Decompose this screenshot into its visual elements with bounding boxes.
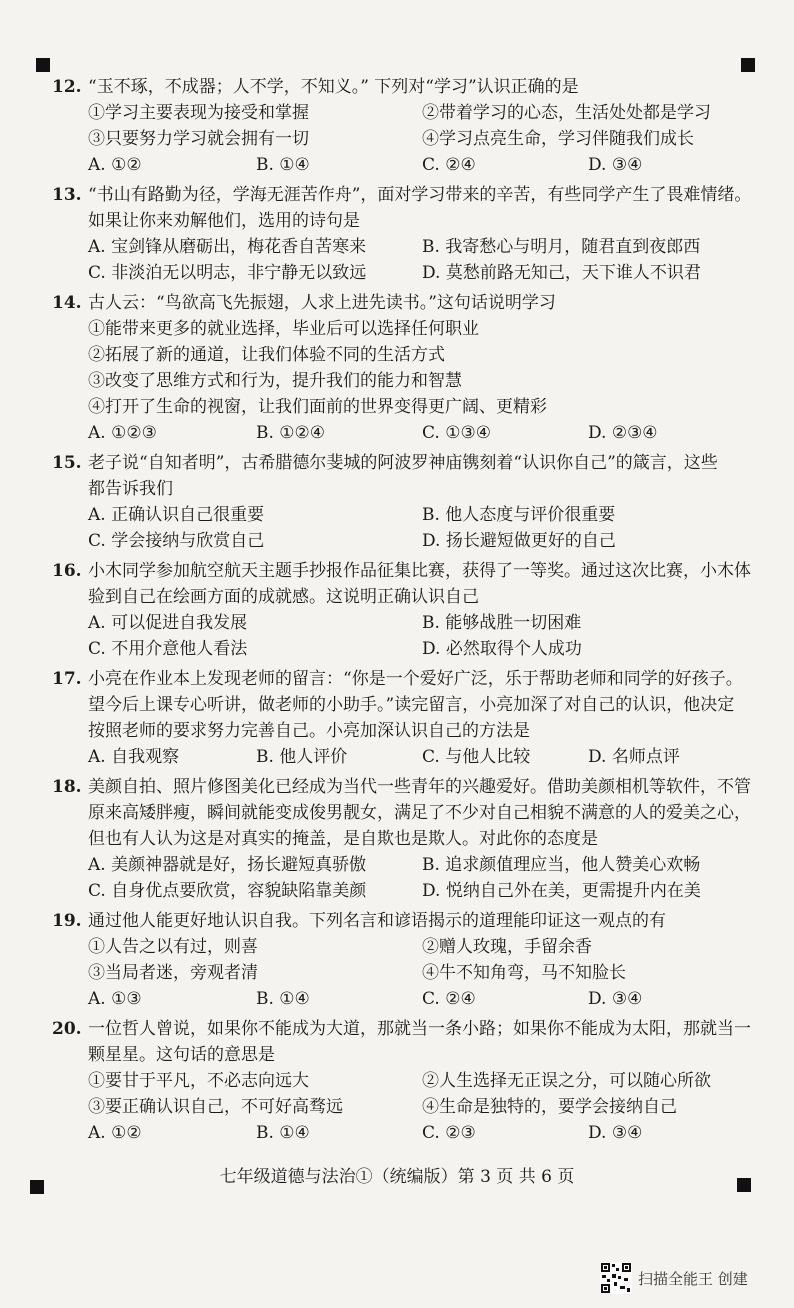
answer-option: B. ①④: [256, 1123, 310, 1143]
question-stem: 如果让你来劝解他们，选用的诗句是: [88, 211, 360, 231]
answer-option: B. 他人评价: [256, 747, 348, 767]
answer-option: B. ①②④: [256, 423, 326, 443]
answer-option: C. 不用介意他人看法: [88, 639, 248, 659]
watermark-text: 扫描全能王 创建: [638, 1269, 748, 1288]
answer-option: C. ②④: [422, 155, 476, 175]
answer-option: A. 宝剑锋从磨砺出，梅花香自苦寒来: [88, 237, 367, 257]
page-footer: 七年级道德与法治①（统编版）第 3 页 共 6 页: [219, 1167, 575, 1187]
question-18: [52, 774, 752, 904]
answer-option: C. ①③④: [422, 423, 491, 443]
registration-mark-top-left: [36, 58, 50, 72]
answer-option: D. 扬长避短做更好的自己: [422, 531, 616, 551]
question-stem: 一位哲人曾说，如果你不能成为大道，那就当一条小路；如果你不能成为太阳，那就当一: [88, 1019, 751, 1039]
answer-option: A. ①②: [88, 155, 142, 175]
answer-option: A. 自我观察: [88, 747, 180, 767]
question-stem: 都告诉我们: [88, 479, 173, 499]
statement: ④牛不知角弯，马不知脸长: [422, 963, 626, 983]
statement: ①要甘于平凡，不必志向远大: [88, 1071, 309, 1091]
answer-option: C. 与他人比较: [422, 747, 531, 767]
answer-option: A. ①②③: [88, 423, 157, 443]
statement: ③当局者迷，旁观者清: [88, 963, 258, 983]
scanner-watermark: [600, 1262, 748, 1294]
question-stem: 小亮在作业本上发现老师的留言：“你是一个爱好广泛，乐于帮助老师和同学的好孩子。: [88, 669, 743, 689]
question-19: [52, 908, 752, 1012]
question-stem: 验到自己在绘画方面的成就感。这说明正确认识自己: [88, 587, 479, 607]
question-number: 14.: [52, 293, 82, 313]
question-number: 17.: [52, 669, 82, 689]
statement: ①人告之以有过，则喜: [88, 937, 258, 957]
statement: ③改变了思维方式和行为，提升我们的能力和智慧: [88, 371, 462, 391]
question-stem: 但也有人认为这是对真实的掩盖，是自欺也是欺人。对此你的态度是: [88, 829, 598, 849]
statement: ③要正确认识自己，不可好高骛远: [88, 1097, 343, 1117]
statement: ④生命是独特的，要学会接纳自己: [422, 1097, 677, 1117]
question-number: 13.: [52, 185, 82, 205]
question-15: [52, 450, 752, 554]
statement: ④学习点亮生命，学习伴随我们成长: [422, 129, 694, 149]
answer-option: A. 正确认识自己很重要: [88, 505, 265, 525]
statement: ④打开了生命的视窗，让我们面前的世界变得更广阔、更精彩: [88, 397, 547, 417]
question-13: [52, 182, 752, 286]
registration-mark-top-right: [741, 58, 755, 72]
answer-option: C. 自身优点要欣赏，容貌缺陷靠美颜: [88, 881, 367, 901]
question-16: [52, 558, 752, 662]
statement: ②赠人玫瑰，手留余香: [422, 937, 592, 957]
question-stem: 颗星星。这句话的意思是: [88, 1045, 275, 1065]
answer-option: B. 追求颜值理应当，他人赞美心欢畅: [422, 855, 701, 875]
answer-option: B. 我寄愁心与明月，随君直到夜郎西: [422, 237, 701, 257]
question-14: [52, 290, 752, 446]
statement: ③只要努力学习就会拥有一切: [88, 129, 309, 149]
question-stem: 望今后上课专心听讲，做老师的小助手。”读完留言，小亮加深了对自己的认识，他决定: [88, 695, 735, 715]
question-number: 18.: [52, 777, 82, 797]
question-stem: 小木同学参加航空航天主题手抄报作品征集比赛，获得了一等奖。通过这次比赛，小木体: [88, 561, 751, 581]
statement: ②带着学习的心态，生活处处都是学习: [422, 103, 711, 123]
question-list: [52, 74, 752, 1150]
statement: ①能带来更多的就业选择，毕业后可以选择任何职业: [88, 319, 479, 339]
answer-option: D. 必然取得个人成功: [422, 639, 582, 659]
question-stem: 原来高矮胖瘦，瞬间就能变成俊男靓女，满足了不少对自己相貌不满意的人的爱美之心，: [88, 803, 751, 823]
answer-option: B. 他人态度与评价很重要: [422, 505, 616, 525]
answer-option: D. 名师点评: [588, 747, 680, 767]
question-17: [52, 666, 752, 770]
answer-option: A. 美颜神器就是好，扬长避短真骄傲: [88, 855, 367, 875]
question-20: [52, 1016, 752, 1146]
question-number: 16.: [52, 561, 82, 581]
statement: ②人生选择无正误之分，可以随心所欲: [422, 1071, 711, 1091]
question-number: 12.: [52, 77, 82, 97]
statement: ①学习主要表现为接受和掌握: [88, 103, 309, 123]
answer-option: A. ①②: [88, 1123, 142, 1143]
answer-option: C. ②③: [422, 1123, 476, 1143]
answer-option: D. ③④: [588, 1123, 643, 1143]
question-number: 15.: [52, 453, 82, 473]
answer-option: C. ②④: [422, 989, 476, 1009]
answer-option: C. 学会接纳与欣赏自己: [88, 531, 265, 551]
question-stem: 通过他人能更好地认识自我。下列名言和谚语揭示的道理能印证这一观点的有: [88, 911, 666, 931]
answer-option: D. ③④: [588, 155, 643, 175]
question-stem: 老子说“自知者明”，古希腊德尔斐城的阿波罗神庙镌刻着“认识你自己”的箴言，这些: [88, 453, 718, 473]
answer-option: B. ①④: [256, 989, 310, 1009]
answer-option: B. 能够战胜一切困难: [422, 613, 582, 633]
answer-option: D. 莫愁前路无知己，天下谁人不识君: [422, 263, 701, 283]
question-number: 19.: [52, 911, 82, 931]
question-stem: 按照老师的要求努力完善自己。小亮加深认识自己的方法是: [88, 721, 530, 741]
answer-option: A. ①③: [88, 989, 142, 1009]
answer-option: D. ②③④: [588, 423, 658, 443]
answer-option: D. 悦纳自己外在美，更需提升内在美: [422, 881, 701, 901]
statement: ②拓展了新的通道，让我们体验不同的生活方式: [88, 345, 445, 365]
question-stem: “玉不琢，不成器；人不学，不知义。” 下列对“学习”认识正确的是: [88, 77, 579, 97]
answer-option: C. 非淡泊无以明志，非宁静无以致远: [88, 263, 367, 283]
answer-option: B. ①④: [256, 155, 310, 175]
question-stem: 美颜自拍、照片修图美化已经成为当代一些青年的兴趣爱好。借助美颜相机等软件，不管: [88, 777, 751, 797]
question-stem: 古人云：“鸟欲高飞先振翅，人求上进先读书。”这句话说明学习: [88, 293, 556, 313]
qr-code-icon: [600, 1262, 632, 1294]
question-stem: “书山有路勤为径，学海无涯苦作舟”，面对学习带来的辛苦，有些同学产生了畏难情绪。: [88, 185, 752, 205]
answer-option: A. 可以促进自我发展: [88, 613, 248, 633]
question-number: 20.: [52, 1019, 82, 1039]
question-12: [52, 74, 752, 178]
answer-option: D. ③④: [588, 989, 643, 1009]
